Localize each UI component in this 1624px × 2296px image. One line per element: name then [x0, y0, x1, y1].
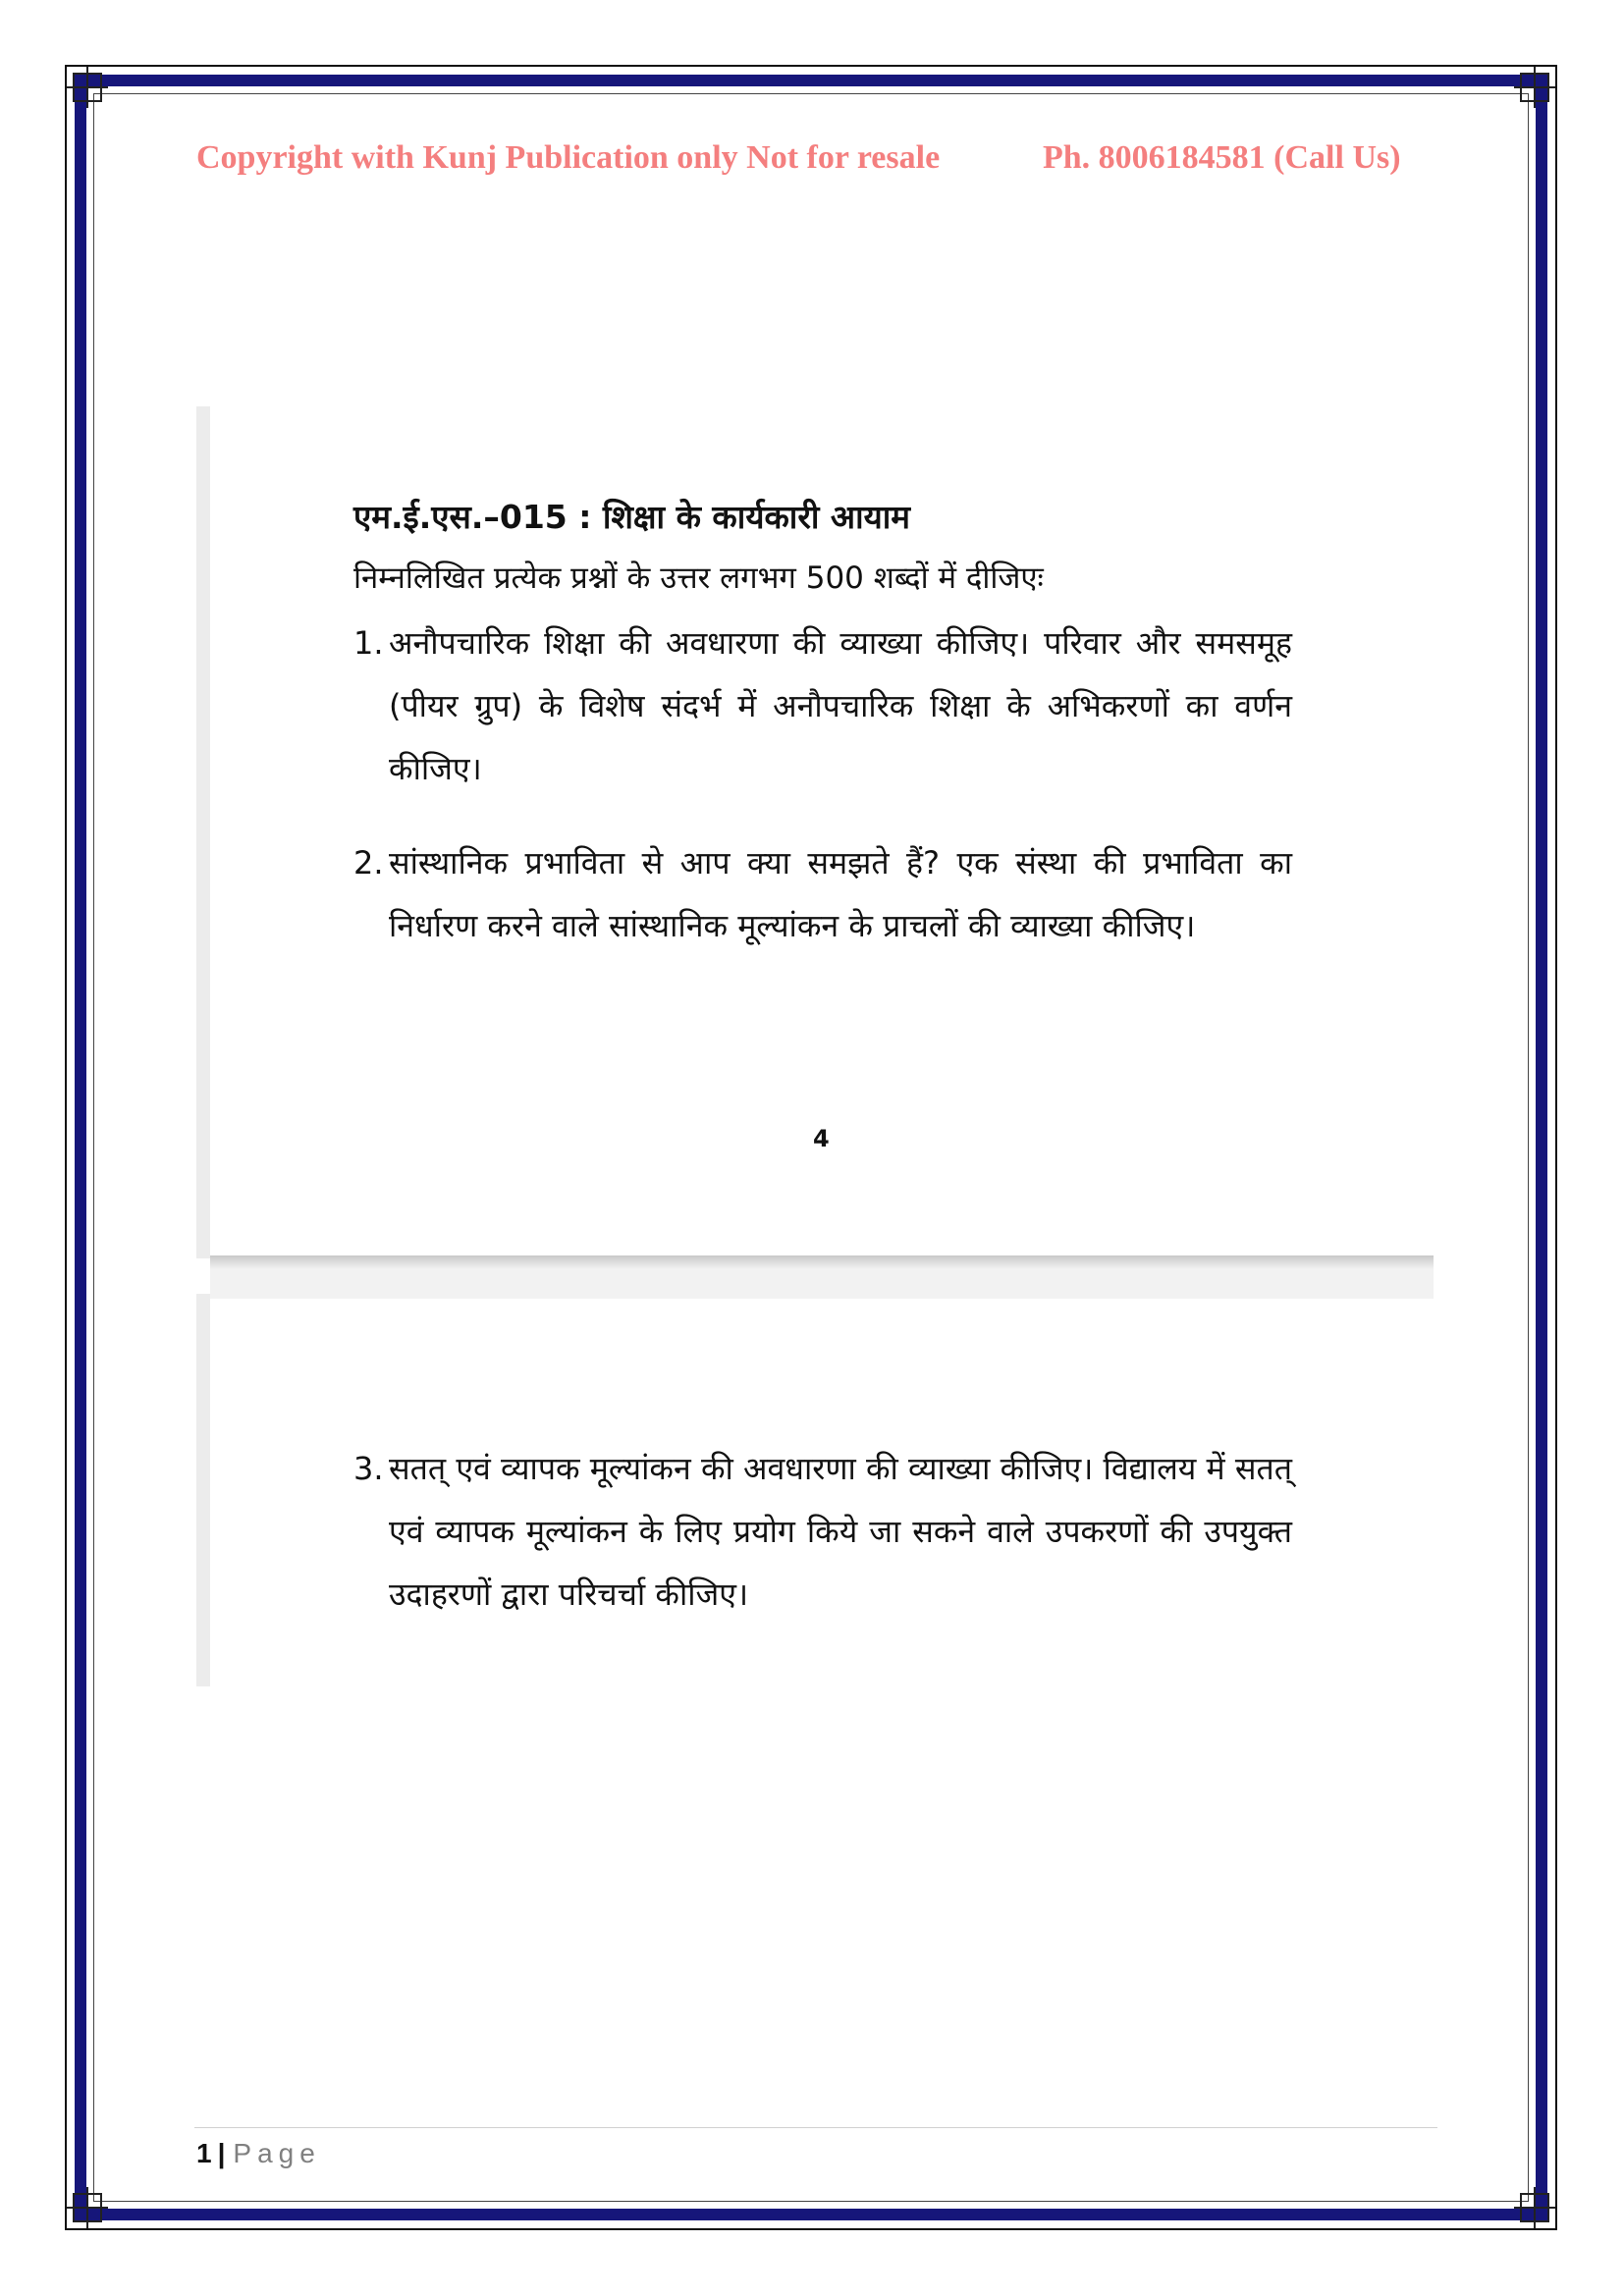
paper-heading: एम.ई.एस.–015 : शिक्षा के कार्यकारी आयाम — [353, 498, 911, 536]
question-text: सतत् एवं व्यापक मूल्यांकन की अवधारणा की व्याख्या कीजिए। विद्यालय में सतत् एवं व्यापक मूल्यांकन के लिए प्रयोग किये जा सकने वाले उपकरणों की उपयुक्त उदाहरणों द्वारा परिचर्चा कीजिए। — [389, 1450, 1292, 1613]
footer-page-label: Page — [233, 2138, 321, 2168]
question-3 — [353, 1437, 1292, 1626]
copyright-notice: Copyright with Kunj Publication only Not for resale — [196, 139, 941, 176]
paper-instruction: निम्नलिखित प्रत्येक प्रश्नों के उत्तर लगभग 500 शब्दों में दीजिएः — [353, 561, 1044, 596]
scan-edge-top — [196, 406, 210, 1258]
question-text: अनौपचारिक शिक्षा की अवधारणा की व्याख्या कीजिए। परिवार और समसमूह (पीयर ग्रुप) के विशेष संदर्भ में अनौपचारिक शिक्षा के अभिकरणों का वर्णन कीजिए। — [389, 624, 1292, 787]
question-number: 3. — [353, 1450, 384, 1487]
page-footer — [196, 2138, 321, 2169]
corner-ornament-top-right — [1520, 73, 1549, 102]
footer-rule — [194, 2127, 1437, 2128]
footer-page-number: 1 — [196, 2138, 212, 2168]
question-2 — [353, 831, 1292, 957]
corner-ornament-top-left — [73, 73, 102, 102]
page-border-inner — [93, 93, 1529, 2202]
footer-separator: | — [217, 2138, 226, 2168]
scan-page-number: 4 — [813, 1125, 830, 1152]
scan-edge-bottom — [196, 1294, 210, 1686]
question-text: सांस्थानिक प्रभाविता से आप क्या समझते हैं? एक संस्था की प्रभाविता का निर्धारण करने वाले सांस्थानिक मूल्यांकन के प्राचलों की व्याख्या कीजिए। — [389, 844, 1292, 944]
contact-phone: Ph. 8006184581 (Call Us) — [1043, 139, 1401, 176]
question-number: 1. — [353, 624, 384, 662]
corner-ornament-bottom-right — [1520, 2193, 1549, 2222]
scan-page-gap — [210, 1269, 1434, 1299]
question-1 — [353, 612, 1292, 800]
question-number: 2. — [353, 844, 384, 881]
scan-page-divider — [210, 1255, 1434, 1269]
corner-ornament-bottom-left — [73, 2193, 102, 2222]
